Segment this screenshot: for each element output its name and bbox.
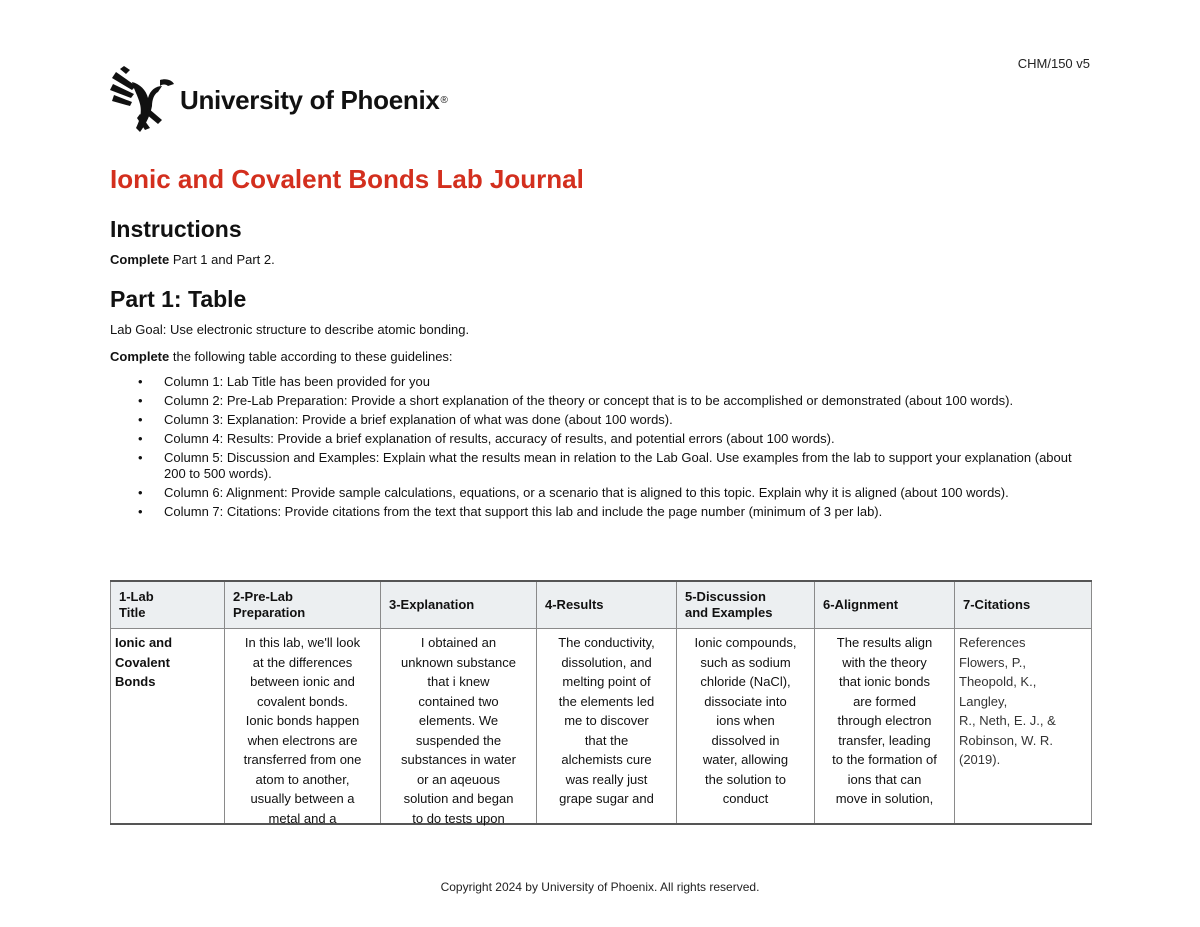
cell-line: Langley, [959,693,1008,709]
bullet-icon: • [138,485,143,500]
cell-line: transferred from one [243,752,362,767]
cell-line: Ionic compounds, [694,635,797,650]
list-item-text: Column 1: Lab Title has been provided for you [164,374,430,389]
cell-line: the solution to [705,771,786,787]
cell-line: usually between a [250,791,355,806]
cell-line: to the formation of [832,752,937,767]
cell-line: R., Neth, E. J., & [959,713,1056,728]
part1-heading: Part 1: Table [110,286,247,312]
guidelines-list [138,374,1073,523]
cell-line: Ionic bonds happen [245,713,360,728]
cell-explanation[interactable] [381,629,537,825]
cell-line: References [959,635,1026,650]
list-item [138,412,1073,428]
header-citations [955,581,1092,629]
cell-line: dissolution, and [561,654,652,670]
list-item-text: Column 7: Citations: Provide citations from the text that support this lab and include the page number (minimum of 3 per lab). [164,504,883,519]
bullet-icon: • [138,412,143,427]
list-item-text: Column 4: Results: Provide a brief explanation of results, accuracy of results, and potential errors (about 100 words). [164,431,835,446]
instructions-rest: Part 1 and Part 2. [169,252,275,267]
cell-line: when electrons are [247,732,358,748]
complete-bold: Complete [110,349,170,364]
phoenix-bird-icon [110,64,176,136]
header-text: 6-Alignment [823,597,899,612]
header-text: 2-Pre-Lab [233,589,293,604]
cell-line: grape sugar and [559,791,654,806]
instructions-heading: Instructions [110,216,242,242]
cell-line: Theopold, K., [959,674,1037,689]
list-item-text: Column 5: Discussion and Examples: Explain what the results mean in relation to the Lab Goal. Use examples from the lab to support your explanation (about 200 to 500 words). [164,450,1072,481]
cell-line: atom to another, [255,771,350,787]
list-item [138,393,1073,409]
list-item-text: Column 3: Explanation: Provide a brief explanation of what was done (about 100 words). [164,412,673,427]
list-item [138,504,1073,520]
header-alignment [815,581,955,629]
list-item-text: Column 6: Alignment: Provide sample calculations, equations, or a scenario that is aligned to this topic. Explain why it is aligned (about 100 words). [164,485,1009,500]
cell-line: dissolved in [711,732,780,748]
cell-line: unknown substance [401,654,516,670]
cell-content [541,633,672,809]
cell-line: was really just [565,771,648,787]
cell-content [229,633,376,826]
cell-line: metal and a [268,810,337,826]
header-discussion [677,581,815,629]
cell-line: conduct [722,791,769,806]
cell-line: with the theory [842,654,927,670]
cell-line: elements. We [418,713,499,728]
table-row [111,629,1092,825]
cell-line: Flowers, P., [959,654,1026,670]
header-lab-title [111,581,225,629]
bullet-icon: • [138,374,143,389]
logo-wordmark: University of Phoenix [180,84,440,115]
cell-content [681,633,810,809]
lab-goal: Lab Goal: Use electronic structure to describe atomic bonding. [110,322,470,337]
cell-line: The results align [836,635,933,650]
instructions-bold: Complete [110,252,170,267]
cell-citations[interactable] [955,629,1092,825]
university-logo [110,64,448,136]
list-item [138,431,1073,447]
header-text: Preparation [233,605,306,620]
list-item [138,374,1073,390]
header-text: 1-Lab [119,589,154,604]
cell-line: dissociate into [704,693,787,709]
cell-line: transfer, leading [838,732,931,748]
header-text: and Examples [685,605,773,620]
complete-rest: the following table according to these guidelines: [169,349,453,364]
cell-pre-lab[interactable] [225,629,381,825]
copyright-footer: Copyright 2024 by University of Phoenix. All rights reserved. [440,880,760,894]
cell-line: that the [584,732,629,748]
header-text: Title [119,605,146,620]
header-explanation [381,581,537,629]
cell-line: suspended the [415,732,502,748]
cell-line: me to discover [564,713,649,728]
cell-line: chloride (NaCl), [700,674,791,689]
cell-line: the elements led [558,693,655,709]
cell-alignment[interactable] [815,629,955,825]
cell-line: Bonds [115,674,156,689]
cell-line: at the differences [252,654,353,670]
cell-line: ions when [716,713,775,728]
cell-content [115,633,220,809]
registered-mark: ® [440,94,448,106]
cell-line: Ionic and [115,635,173,650]
cell-content [959,633,1087,809]
cell-line: Covalent [115,654,170,670]
cell-line: covalent bonds. [256,693,349,709]
cell-discussion[interactable] [677,629,815,825]
cell-line: contained two [418,693,499,709]
cell-line: or an aqeuous [416,771,501,787]
cell-content [385,633,532,826]
instructions-text [110,252,275,267]
cell-line: Robinson, W. R. [959,732,1053,748]
guidelines-intro [110,349,453,364]
course-code: CHM/150 v5 [1017,56,1090,71]
cell-line: move in solution, [835,791,934,806]
bullet-icon: • [138,393,143,408]
cell-line: that i knew [427,674,490,689]
bullet-icon: • [138,450,143,465]
cell-results[interactable] [537,629,677,825]
bullet-icon: • [138,431,143,446]
header-text: 3-Explanation [389,597,475,612]
cell-content [819,633,950,809]
bullet-icon: • [138,504,143,519]
cell-line: substances in water [401,752,516,767]
header-pre-lab [225,581,381,629]
cell-line: (2019). [959,752,1001,767]
cell-line: between ionic and [250,674,355,689]
list-item-text: Column 2: Pre-Lab Preparation: Provide a short explanation of the theory or concept that is to be accomplished or demonstrated (about 100 words). [164,393,1014,408]
lab-journal-table [110,580,1092,825]
cell-line: to do tests upon [412,810,505,826]
cell-line: The conductivity, [558,635,655,650]
table-header-row [111,581,1092,629]
cell-line: solution and began [403,791,514,806]
cell-line: such as sodium [700,654,791,670]
cell-line: are formed [853,693,916,709]
cell-line: that ionic bonds [838,674,931,689]
header-text: 5-Discussion [685,589,766,604]
list-item [138,450,1073,482]
cell-line: through electron [837,713,932,728]
list-item [138,485,1073,501]
cell-line: melting point of [562,674,651,689]
cell-lab-title[interactable] [111,629,225,825]
document-title: Ionic and Covalent Bonds Lab Journal [110,164,584,194]
header-results [537,581,677,629]
header-text: 4-Results [545,597,604,612]
cell-line: I obtained an [420,635,497,650]
cell-line: In this lab, we'll look [244,635,361,650]
header-text: 7-Citations [963,597,1031,612]
cell-line: ions that can [847,771,922,787]
cell-line: alchemists cure [561,752,652,767]
cell-line: water, allowing [702,752,789,767]
